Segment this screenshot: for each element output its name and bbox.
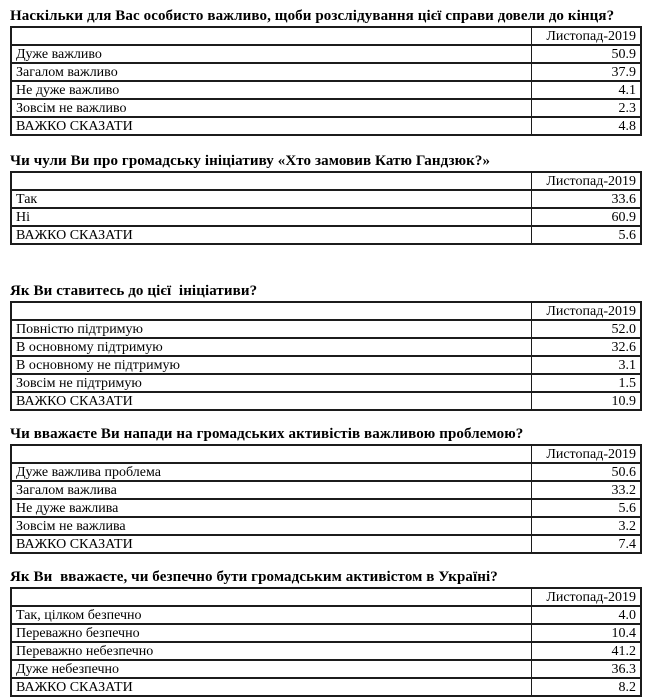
- answer-label-cell: Загалом важливо: [11, 63, 532, 81]
- header-empty-cell: [11, 172, 532, 190]
- column-header-cell: Листопад-2019: [532, 588, 642, 606]
- answer-label-cell: Переважно небезпечно: [11, 642, 532, 660]
- answer-value-cell: 10.9: [532, 392, 642, 410]
- table-row: [11, 208, 641, 226]
- answer-label-cell: Так: [11, 190, 532, 208]
- table-row: [11, 660, 641, 678]
- answer-value-cell: 1.5: [532, 374, 642, 392]
- answer-label-cell: Зовсім не підтримую: [11, 374, 532, 392]
- survey-table: [10, 26, 642, 136]
- answer-value-cell: 33.6: [532, 190, 642, 208]
- answer-label-cell: Дуже важлива проблема: [11, 463, 532, 481]
- survey-blocks: [10, 8, 641, 697]
- answer-value-cell: 5.6: [532, 226, 642, 244]
- header-empty-cell: [11, 27, 532, 45]
- table-row: [11, 481, 641, 499]
- table-row: [11, 63, 641, 81]
- table-row: [11, 99, 641, 117]
- answer-value-cell: 4.8: [532, 117, 642, 135]
- answer-label-cell: Зовсім не важливо: [11, 99, 532, 117]
- answer-label-cell: Загалом важлива: [11, 481, 532, 499]
- answer-value-cell: 4.1: [532, 81, 642, 99]
- table-header-row: [11, 27, 641, 45]
- table-row: [11, 499, 641, 517]
- answer-label-cell: ВАЖКО СКАЗАТИ: [11, 535, 532, 553]
- table-row: [11, 678, 641, 696]
- question-title: Як Ви ставитесь до цієї ініціативи?: [10, 283, 258, 299]
- column-header-cell: Листопад-2019: [532, 445, 642, 463]
- column-header-cell: Листопад-2019: [532, 302, 642, 320]
- answer-label-cell: Дуже важливо: [11, 45, 532, 63]
- survey-block: [10, 8, 641, 136]
- answer-value-cell: 5.6: [532, 499, 642, 517]
- question-title: Чи вважаєте Ви напади на громадських активістів важливою проблемою?: [10, 426, 524, 442]
- answer-value-cell: 33.2: [532, 481, 642, 499]
- column-header-cell: Листопад-2019: [532, 172, 642, 190]
- table-row: [11, 356, 641, 374]
- table-row: [11, 190, 641, 208]
- table-row: [11, 226, 641, 244]
- answer-label-cell: Не дуже важлива: [11, 499, 532, 517]
- answer-value-cell: 3.1: [532, 356, 642, 374]
- survey-block: [10, 426, 641, 554]
- answer-label-cell: В основному підтримую: [11, 338, 532, 356]
- survey-table: [10, 587, 642, 697]
- table-row: [11, 463, 641, 481]
- answer-label-cell: ВАЖКО СКАЗАТИ: [11, 678, 532, 696]
- answer-value-cell: 2.3: [532, 99, 642, 117]
- table-row: [11, 624, 641, 642]
- answer-label-cell: ВАЖКО СКАЗАТИ: [11, 117, 532, 135]
- table-header-row: [11, 588, 641, 606]
- table-header-row: [11, 172, 641, 190]
- survey-table: [10, 301, 642, 411]
- answer-label-cell: Переважно безпечно: [11, 624, 532, 642]
- header-empty-cell: [11, 302, 532, 320]
- answer-label-cell: Повністю підтримую: [11, 320, 532, 338]
- question-title: Як Ви вважаєте, чи безпечно бути громадським активістом в Україні?: [10, 569, 498, 585]
- table-row: [11, 117, 641, 135]
- column-header-cell: Листопад-2019: [532, 27, 642, 45]
- answer-value-cell: 50.9: [532, 45, 642, 63]
- header-empty-cell: [11, 445, 532, 463]
- table-row: [11, 320, 641, 338]
- table-row: [11, 392, 641, 410]
- answer-value-cell: 50.6: [532, 463, 642, 481]
- answer-label-cell: Не дуже важливо: [11, 81, 532, 99]
- survey-block: [10, 569, 641, 697]
- answer-value-cell: 60.9: [532, 208, 642, 226]
- table-row: [11, 606, 641, 624]
- answer-label-cell: Ні: [11, 208, 532, 226]
- table-row: [11, 45, 641, 63]
- table-row: [11, 517, 641, 535]
- table-row: [11, 535, 641, 553]
- answer-value-cell: 32.6: [532, 338, 642, 356]
- survey-block: [10, 153, 641, 245]
- answer-value-cell: 36.3: [532, 660, 642, 678]
- answer-value-cell: 3.2: [532, 517, 642, 535]
- header-empty-cell: [11, 588, 532, 606]
- answer-value-cell: 4.0: [532, 606, 642, 624]
- question-title: Наскільки для Вас особисто важливо, щоби розслідування цієї справи довели до кінця?: [10, 8, 615, 24]
- answer-value-cell: 8.2: [532, 678, 642, 696]
- table-header-row: [11, 302, 641, 320]
- answer-label-cell: В основному не підтримую: [11, 356, 532, 374]
- answer-label-cell: ВАЖКО СКАЗАТИ: [11, 392, 532, 410]
- table-header-row: [11, 445, 641, 463]
- survey-table: [10, 171, 642, 245]
- answer-label-cell: Зовсім не важлива: [11, 517, 532, 535]
- survey-table: [10, 444, 642, 554]
- answer-label-cell: Дуже небезпечно: [11, 660, 532, 678]
- answer-label-cell: Так, цілком безпечно: [11, 606, 532, 624]
- question-title: Чи чули Ви про громадську ініціативу «Хто замовив Катю Гандзюк?»: [10, 153, 491, 169]
- answer-value-cell: 10.4: [532, 624, 642, 642]
- answer-value-cell: 37.9: [532, 63, 642, 81]
- answer-label-cell: ВАЖКО СКАЗАТИ: [11, 226, 532, 244]
- table-row: [11, 374, 641, 392]
- table-row: [11, 338, 641, 356]
- answer-value-cell: 52.0: [532, 320, 642, 338]
- answer-value-cell: 7.4: [532, 535, 642, 553]
- table-row: [11, 81, 641, 99]
- table-row: [11, 642, 641, 660]
- survey-block: [10, 283, 641, 411]
- answer-value-cell: 41.2: [532, 642, 642, 660]
